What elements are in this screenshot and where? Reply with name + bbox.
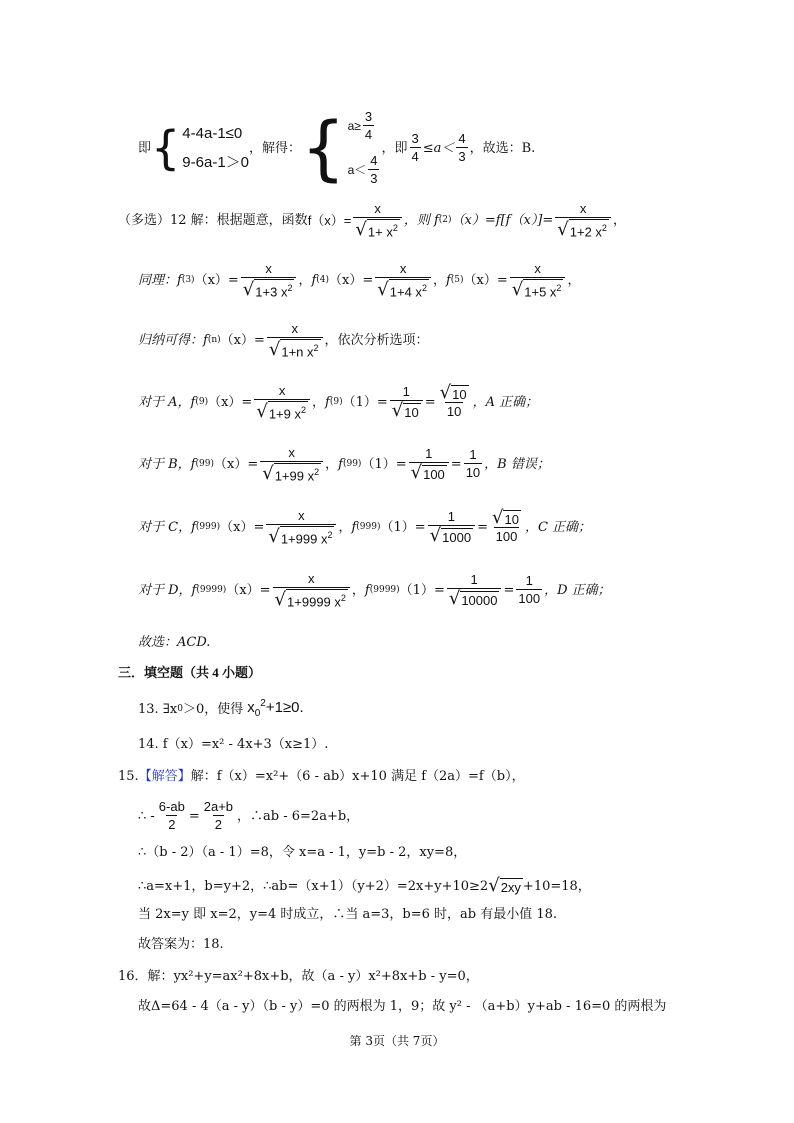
- cond2-den: 3: [370, 171, 378, 186]
- q12-then2: （x）=f[f（x）]=: [451, 212, 554, 228]
- q15-tag: 【解答】: [138, 769, 191, 784]
- optA-r2n: 10: [452, 387, 467, 402]
- guina-line: 归纳可得：f (n) （x）= x √ 1+n $x^2$ ，依次分析选项：: [138, 320, 429, 361]
- q15-line-6: 故答案为：18.: [138, 937, 224, 952]
- q13-line: 13. ∃x 0 ＞0，使得 $x_0^2+1\ge 0$.: [138, 698, 304, 719]
- optB-den: 1+99 x: [274, 468, 315, 484]
- optC-lead: 对于 C，f: [138, 519, 196, 535]
- optC-r2n: 10: [504, 512, 519, 527]
- q16-line-2: 故Δ=64 - 4（a - y）（b - y）=0 的两根为 1，9；故 y² - （a+b）y+ab - 16=0 的两根为: [138, 999, 667, 1014]
- q15-l4-tail: +10=18，: [522, 878, 591, 894]
- q12-num-2: x: [579, 200, 587, 216]
- inequality-system: [182, 126, 249, 170]
- page-footer: 第 3页（共 7页）: [349, 1034, 445, 1048]
- optC-x: （x）=: [220, 519, 265, 535]
- inequality-2: 9-6a-1＞0: [182, 154, 249, 171]
- q13-lead: 13. ∃x: [138, 701, 178, 717]
- optA-x: （x）=: [208, 394, 253, 410]
- q15-l2-n2: 2a+b: [203, 799, 234, 814]
- cond1-den: 4: [364, 127, 373, 142]
- range-mid: ≤a＜: [422, 140, 455, 156]
- q15-line-4: ∴a=x+1，b=y+2，∴ab=（x+1）（y+2）=2x+y+10≥2 √ 2xy +10=18，: [138, 875, 591, 896]
- range-den-1: 4: [411, 149, 419, 164]
- q13-sub: 0: [177, 703, 183, 714]
- optC-den: 1+999 x: [280, 531, 328, 547]
- optD-x: （x）=: [226, 582, 271, 598]
- optB-tail: ，B 错误；: [484, 456, 550, 472]
- optB-x: （x）=: [213, 456, 259, 472]
- inequality-1: 4-4a-1≤0: [182, 125, 243, 142]
- optD-mid: （1）=: [399, 582, 445, 598]
- option-b-line: 对于 B，f (99) （x）= x √ 1+99 $x^2$ ，f (99) （1）= 1 √ 100 = $\frac{1}{10}$ ，B 错误；: [138, 444, 550, 485]
- optD-sup: (9999): [196, 584, 227, 595]
- left-brace: {: [151, 121, 181, 175]
- tongli-den-5: 1+5 x: [524, 284, 557, 300]
- range-num-2: 4: [458, 131, 466, 146]
- q15-l2-tail: ，∴ab - 6=2a+b，: [237, 808, 360, 824]
- q15-line-1: [118, 770, 525, 783]
- q15-l2-d2: 2: [214, 817, 222, 832]
- tongli-line: 同理：f (3) （x）= x √ 1+3 $x^2$ ，f (4) （x）= x √ 1+4 $x^2$ ，f (5) （x）= x √ 1+5 $x^2$ ，: [138, 260, 581, 301]
- tongli-lead: 同理：f: [138, 272, 182, 288]
- optA-lead: 对于 A，f: [138, 394, 196, 410]
- q15-line-2: [138, 796, 359, 836]
- optB-sup-2: (99): [342, 458, 362, 469]
- cond2-num: 4: [370, 153, 378, 168]
- optA-r1d: 10: [404, 405, 419, 420]
- optA-sup-2: (9): [329, 396, 343, 407]
- range-num-1: 3: [411, 131, 419, 146]
- q12-line: （多选）12 解：根据题意，函数 f（x）= x √ $1+ x^2$ ，则 f (2) （x）=f[f（x）]= x √ 1+2 $x^2$ ，: [118, 200, 626, 241]
- q15-l2-lead: ∴ -: [138, 808, 155, 824]
- optA-r2d: 10: [446, 404, 462, 419]
- q12-fx: f（x）=: [307, 212, 352, 228]
- optD-r1d: 10000: [461, 593, 498, 608]
- q12-comma: ，: [612, 212, 626, 228]
- q12-intro: （多选）12 解：根据题意，函数: [118, 212, 308, 228]
- q13-tail: +1≥0.: [265, 699, 304, 716]
- q12-num-1: x: [374, 200, 381, 216]
- optB-r1n: 1: [425, 446, 433, 461]
- optA-sup: (9): [195, 396, 209, 407]
- optA-mid: （1）=: [342, 394, 388, 410]
- option-a-line: 对于 A，f (9) （x）= x √ 1+9 $x^2$ ，f (9) （1）= 1 √ 10 = √ 10 10 ，A 正确；: [138, 382, 539, 423]
- optD-lead: 对于 D，f: [138, 582, 197, 598]
- optD-sup-2: (9999): [369, 584, 400, 595]
- optD-den: 1+9999 x: [287, 594, 341, 610]
- cond1-prefix: a≥: [347, 119, 361, 133]
- optA-r1n: 1: [402, 384, 410, 399]
- q13-x: x: [247, 699, 255, 716]
- optC-mid: （1）=: [380, 519, 426, 535]
- q14-line: 14. f（x）=x² - 4x+3（x≥1）.: [138, 737, 329, 752]
- range-den-2: 3: [458, 149, 466, 164]
- q12-sup2: (2): [438, 214, 452, 225]
- q15-num: 15.: [118, 769, 139, 784]
- optA-den: 1+9 x: [268, 406, 301, 422]
- tongli-sup3: (3): [181, 274, 195, 285]
- tongli-sup5: (5): [450, 274, 464, 285]
- option-c-line: 对于 C，f (999) （x）= x √ 1+999 $x^2$ ，f (999) （1）= 1 √ 1000 = √ 10 100 ，C 正确；: [138, 507, 592, 548]
- condition-system: [348, 109, 382, 187]
- solution-line-ji: [138, 108, 535, 188]
- cond2-prefix: a＜: [347, 163, 367, 177]
- q15-l2-eq: =: [188, 808, 200, 824]
- q15-line1-text: 解：f（x）=x²+（6 - ab）x+10 满足 f（2a）=f（b），: [190, 769, 525, 784]
- optD-r2n: 1: [525, 573, 533, 588]
- text-ji-2: ，即: [381, 140, 408, 156]
- optD-tail: ，D 正确；: [544, 582, 611, 598]
- tongli-x-1: （x）=: [194, 272, 239, 288]
- optB-r2d: 10: [465, 465, 481, 480]
- section-heading-3: 三．填空题（共 4 小题）: [118, 665, 262, 680]
- q12-answer: 故选：ACD.: [138, 635, 211, 650]
- left-brace-2: {: [301, 107, 346, 189]
- text-jiede: ，解得：: [249, 140, 302, 156]
- guina-sup: (n): [207, 334, 221, 345]
- optD-r1n: 1: [470, 572, 478, 587]
- guina-tail: ，依次分析选项：: [324, 332, 429, 348]
- optC-r2d: 100: [495, 529, 518, 544]
- optA-tail: ，A 正确；: [472, 394, 539, 410]
- q15-l2-n1: 6-ab: [158, 799, 185, 814]
- text-ji: 即: [138, 140, 152, 156]
- q12-den-2: 1+2 x: [569, 224, 602, 240]
- guina-x: （x）=: [220, 332, 265, 348]
- guina-lead: 归纳可得：f: [138, 332, 208, 348]
- optC-sup: (999): [195, 521, 221, 532]
- optC-r1d: 1000: [442, 530, 472, 545]
- optD-r2d: 100: [518, 591, 541, 606]
- tongli-x-2: （x）=: [329, 272, 374, 288]
- q15-line-3: ∴（b - 2）（a - 1）=8，令 x=a - 1，y=b - 2，xy=8，: [138, 845, 467, 860]
- text-guxuan-b: ，故选：B.: [469, 140, 536, 156]
- tongli-sup4: (4): [316, 274, 330, 285]
- optB-r1d: 100: [423, 467, 445, 482]
- q13-mid: ＞0，使得: [182, 701, 244, 717]
- tongli-den-3: 1+3 x: [255, 284, 288, 300]
- optB-sup: (99): [195, 458, 214, 469]
- optC-r1n: 1: [447, 509, 455, 524]
- q15-line-5: 当 2x=y 即 x=2，y=4 时成立，∴当 a=3，b=6 时，ab 有最小值 18.: [138, 907, 558, 922]
- optB-lead: 对于 B，f: [138, 456, 196, 472]
- tongli-den-4: 1+4 x: [389, 284, 422, 300]
- optB-r2n: 1: [469, 447, 477, 462]
- q12-den-1: 1+ x: [367, 224, 393, 240]
- q12-then: ，则 f: [403, 212, 439, 228]
- q16-line-1: 16．解：yx²+y=ax²+8x+b，故（a - y）x²+8x+b - y=0，: [118, 969, 479, 984]
- q15-l4-rad: 2xy: [500, 880, 521, 895]
- optC-sup-2: (999): [356, 521, 381, 532]
- optC-tail: ，C 正确；: [524, 519, 592, 535]
- cond1-num: 3: [364, 109, 373, 124]
- q15-l4-lead: ∴a=x+1，b=y+2，∴ab=（x+1）（y+2）=2x+y+10≥2: [138, 878, 489, 894]
- tongli-x-3: （x）=: [463, 272, 508, 288]
- option-d-line: 对于 D，f (9999) （x）= x √ 1+9999 $x^2$ ，f (9999) （1）= 1 √ 10000 = $\frac{1}{100}$ ，D 正确；: [138, 570, 611, 611]
- guina-den: 1+n x: [281, 344, 314, 360]
- optB-mid: （1）=: [361, 456, 407, 472]
- q15-l2-d1: 2: [168, 817, 176, 832]
